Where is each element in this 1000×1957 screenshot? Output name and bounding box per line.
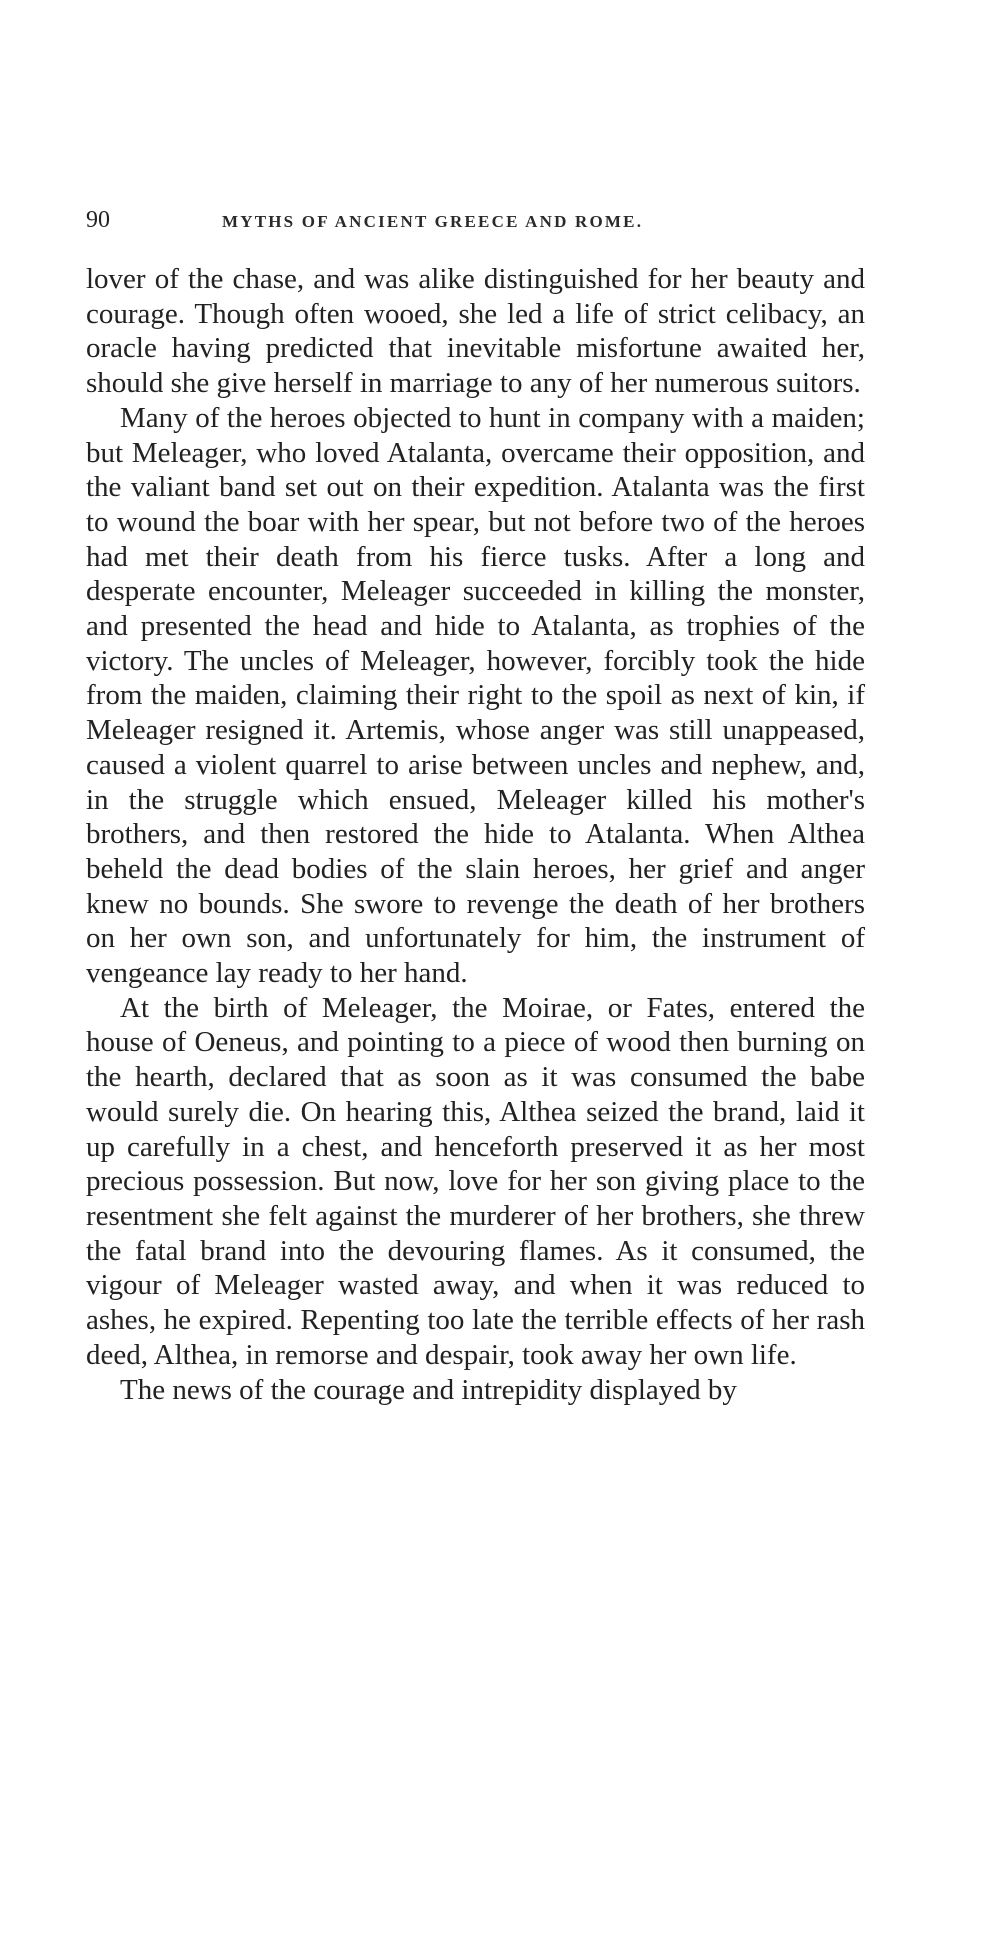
body-text [86,262,865,1407]
running-head: MYTHS OF ANCIENT GREECE AND ROME. [222,212,644,231]
paragraph-news: The news of the courage and intrepidity displayed by [120,1373,737,1406]
paragraph-continued: lover of the chase, and was alike distinguished for her beauty and courage. Though often wooed, she led a life of strict celibacy, an oracle having predicted that inevitable misfortune awaited her, should she give herself in marriage to any of her numerous suitors. [86,263,865,400]
page-number: 90 [86,207,110,233]
paragraph-moirae: At the birth of Meleager, the Moirae, or Fates, entered the house of Oeneus, and pointing to a piece of wood then burning on the hearth, declared that as soon as it was consumed the babe would surely die. On hearing this, Althea seized the brand, laid it up carefully in a chest, and henceforth preserved it as her most precious possession. But now, love for her son giving place to the resentment she felt against the murderer of her brothers, she threw the fatal brand into the devouring flames. As it consumed, the vigour of Meleager wasted away, and when it was reduced to ashes, he expired. Repenting too late the terrible effects of her rash deed, Althea, in remorse and despair, took away her own life. [86,991,865,1371]
paragraph-meleager-hunt: Many of the heroes objected to hunt in company with a maiden; but Meleager, who loved Atalanta, overcame their opposition, and the valiant band set out on their expedition. Atalanta was the first to wound the boar with her spear, but not before two of the heroes had met their death from his fierce tusks. After a long and desperate encounter, Meleager succeeded in killing the monster, and presented the head and hide to Atalanta, as trophies of the victory. The uncles of Meleager, however, forcibly took the hide from the maiden, claiming their right to the spoil as next of kin, if Meleager resigned it. Artemis, whose anger was still unappeased, caused a violent quarrel to arise between uncles and nephew, and, in the struggle which ensued, Meleager killed his mother's brothers, and then restored the hide to Atalanta. When Althea beheld the dead bodies of the slain heroes, her grief and anger knew no bounds. She swore to revenge the death of her brothers on her own son, and unfortunately for him, the instrument of vengeance lay ready to her hand. [86,401,865,990]
page-header [86,207,866,237]
